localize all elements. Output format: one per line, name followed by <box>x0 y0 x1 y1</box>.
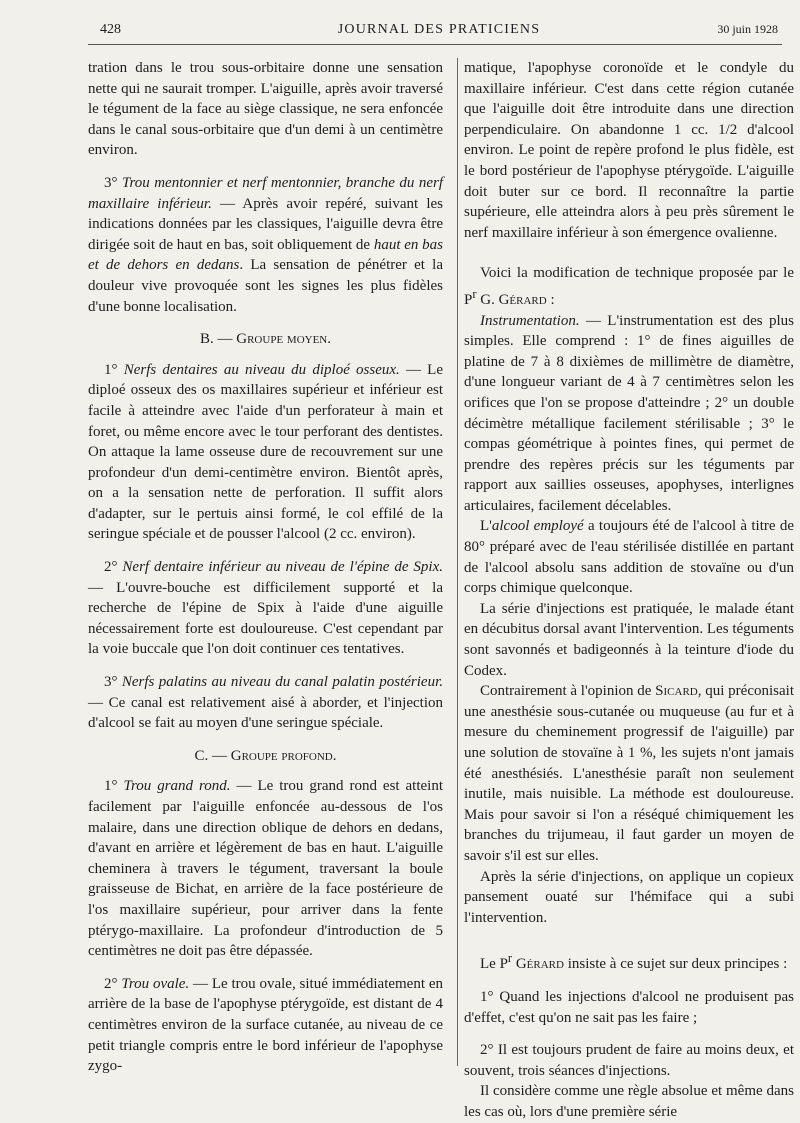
paragraph-nerfs-dentaires <box>88 360 443 545</box>
item-number: 3° <box>104 174 122 191</box>
section-heading-groupe-profond <box>88 746 443 767</box>
paragraph-instrumentation <box>464 311 794 517</box>
item-title: alcool employé <box>491 518 584 535</box>
text-run: insiste à ce sujet sur deux principes : <box>563 956 788 973</box>
paragraph-apophyse-zygomatique: matique, l'apophyse coronoïde et le condyle du maxillaire inférieur. C'est dans cette région cutanée que l'aiguille doit être introduite dans une direction perpendiculaire. On abandonne 1 cc. 1/2 d'alcool environ. Le point de repère profond le plus fidèle, est le bord postérieur de l'apophyse ptérygoïde. L'aiguille doit buter sur ce bord. Il reconnaître la partie supérieure, elle atteindra alors à peu près sûrement le nerf maxillaire inférieur à son émergence ovalienne. <box>464 60 794 241</box>
paragraph-sicard <box>464 681 794 866</box>
item-title: Nerf dentaire inférieur au niveau de l'épine de Spix. <box>122 559 444 576</box>
paragraph-technique-gerard <box>464 263 794 310</box>
issue-date: 30 juin 1928 <box>717 22 778 36</box>
text-run: : <box>546 291 555 308</box>
paragraph-regle-absolue: Il considère comme une règle absolue et même dans les cas où, lors d'une première série <box>464 1083 794 1120</box>
paragraph-epine-de-spix <box>88 557 443 660</box>
principle-one: 1° Quand les injections d'alcool ne produisent pas d'effet, c'est qu'on ne sait pas les faire ; <box>464 988 794 1026</box>
paragraph-trou-ovale <box>88 974 443 1077</box>
item-title: Nerfs dentaires au niveau du diploé osseux. <box>123 361 400 378</box>
item-title: Trou mentonnier et nerf mentonnier, branche du nerf maxillaire inférieur. <box>88 174 444 212</box>
item-text: — Le diploé osseux des os maxillaires supérieur et inférieur est facile à atteindre avec l'aide d'un perforateur à main et foret, ou même encore avec le tour perforant des dentistes. On attaque la lame osseuse dure de recouvrement sur une profondeur d'un demi-centimètre environ. Bientôt après, on a la sensation nette de perforation. Il suffit alors d'adapter, sur le pertuis ainsi formé, le col effilé de la seringue spéciale et de pousser l'alcool (2 cc. environ). <box>88 361 443 543</box>
item-text: . La sensation de pénétrer et la douleur vive provoquée sont les signes les plus fidèles d'une bonne localisation. <box>88 257 443 315</box>
paragraph-trou-grand-rond <box>88 776 443 961</box>
item-text: — Le trou ovale, situé immédiatement en arrière de la base de l'apophyse ptérygoïde, est distant de 4 centimètres environ de la surface cutanée, au niveau de ce petit triangle compris entre le bord inférieur de l'apophyse zygo- <box>88 975 443 1075</box>
author-name: G. Gérard <box>476 291 547 308</box>
item-title: Instrumentation. <box>480 312 580 329</box>
item-text: a toujours été de l'alcool à titre de 80° préparé avec de l'eau stérilisée distillée en partant de l'alcool absolu sans addition de stovaïne ou d'un corps chimique quelconque. <box>464 518 794 597</box>
item-text: — L'instrumentation est des plus simples. Elle comprend : 1° de fines aiguilles de platine de 7 à 8 dixièmes de millimètre de diamètre, d'une longueur variant de 4 à 7 centimètres selon les orifices que l'on se propose d'atteindre ; 2° un double décimètre métallique facilement stérilisable ; 3° le compas géométrique à pointes fines, qui permet de prendre des repères précis sur les téguments par rapport aux saillies osseuses, apophyses, interlignes articulaires, facilement décelables. <box>464 312 794 514</box>
section-heading-groupe-moyen <box>88 329 443 350</box>
right-column <box>464 58 794 1123</box>
item-text: — Après avoir repéré, suivant les indications données par les classiques, l'aiguille devra être dirigée soit de haut en bas, soit obliquement de <box>88 195 443 253</box>
header-rule <box>88 44 782 45</box>
page-number: 428 <box>100 22 121 37</box>
author-name: Sicard <box>655 683 698 700</box>
item-title: Trou grand rond. <box>123 778 231 795</box>
item-title: Trou ovale. <box>121 975 190 992</box>
heading-text: Groupe profond. <box>230 747 337 764</box>
item-number: 2° <box>104 559 123 576</box>
page-header <box>100 20 778 42</box>
superscript: r <box>507 951 513 966</box>
item-text: — Ce canal est relativement aisé à aborder, et l'injection d'alcool se fait au moyen d'une seringue spéciale. <box>88 694 443 732</box>
paragraph-pansement: Après la série d'injections, on applique un copieux pansement ouaté sur l'hémiface qui a subi l'intervention. <box>464 868 794 926</box>
paragraph-trou-mentonnier <box>88 173 443 317</box>
item-text: — Le trou grand rond est atteint facilement par l'aiguille enfoncée au-dessous de l'os malaire, dans une direction oblique de dehors en dedans, d'avant en arrière et légèrement de bas en haut. L'aiguille cheminera à travers le tégument, traversant la boule graisseuse de Bichat, en arrière de la face postérieure de l'os maxillaire supérieur, pour arriver dans la fente ptérygo-maxillaire. La profondeur d'introduction de 5 centimètres ne doit pas être dépassée. <box>88 778 444 960</box>
item-number: 1° <box>104 778 124 795</box>
item-number: 2° <box>104 975 122 992</box>
text-run: Voici la modification de technique proposée par le P <box>464 265 794 308</box>
text-run: Contrairement à l'opinion de <box>480 683 656 700</box>
heading-prefix: B. — <box>200 331 237 348</box>
journal-title: JOURNAL DES PRATICIENS <box>337 22 541 37</box>
paragraph-nerfs-palatins <box>88 672 443 734</box>
heading-prefix: C. — <box>194 747 231 764</box>
heading-text: Groupe moyen. <box>236 331 331 348</box>
superscript: r <box>472 286 477 301</box>
column-divider <box>457 58 458 1066</box>
item-emphasis: haut en bas et de dehors en dedans <box>88 236 443 274</box>
paragraph-principes <box>464 948 794 975</box>
item-title: Nerfs palatins au niveau du canal palatin postérieur. <box>121 674 444 691</box>
text-run: L' <box>480 518 492 535</box>
item-number: 1° <box>104 361 124 378</box>
paragraph-serie-injections: La série d'injections est pratiquée, le malade étant en décubitus dorsal avant l'intervention. Les téguments sont savonnés et badigeonnés à la teinture d'iode du Codex. <box>464 600 794 679</box>
author-name: Gérard <box>512 956 564 973</box>
paragraph-alcool-employe <box>464 516 794 598</box>
text-run: Le P <box>480 956 508 973</box>
item-text: — L'ouvre-bouche est difficilement supporté et la recherche de l'épine de Spix à l'aide d'une aiguille nécessairement forte est douloureuse. C'est cependant par la voie buccale que l'on doit continuer ces tentatives. <box>88 579 443 658</box>
principle-two: 2° Il est toujours prudent de faire au moins deux, et souvent, trois séances d'injections. <box>464 1042 794 1079</box>
paragraph-sous-orbitaire: tration dans le trou sous-orbitaire donne une sensation nette qui ne saurait tromper. L'aiguille, après avoir traversé le tégument de la face au siège classique, ne sera enfoncée dans le canal sous-orbitaire que d'un demi à un centimètre environ. <box>88 60 443 159</box>
item-number: 3° <box>104 674 122 691</box>
left-column <box>88 58 443 1077</box>
text-run: , qui préconisait une anesthésie sous-cutanée ou muqueuse (au fur et à mesure du cheminement progressif de l'aiguille) par une solution de stovaïne à 1 %, les sujets n'ont jamais été anesthésiés. L'anesthésie paraît non seulement inutile, mais nuisible. La méthode est douloureuse. Mais pour savoir si l'on a réséqué chimiquement les branches du trijumeau, il faut garder un moyen de savoir s'il est sur elles. <box>464 683 794 864</box>
